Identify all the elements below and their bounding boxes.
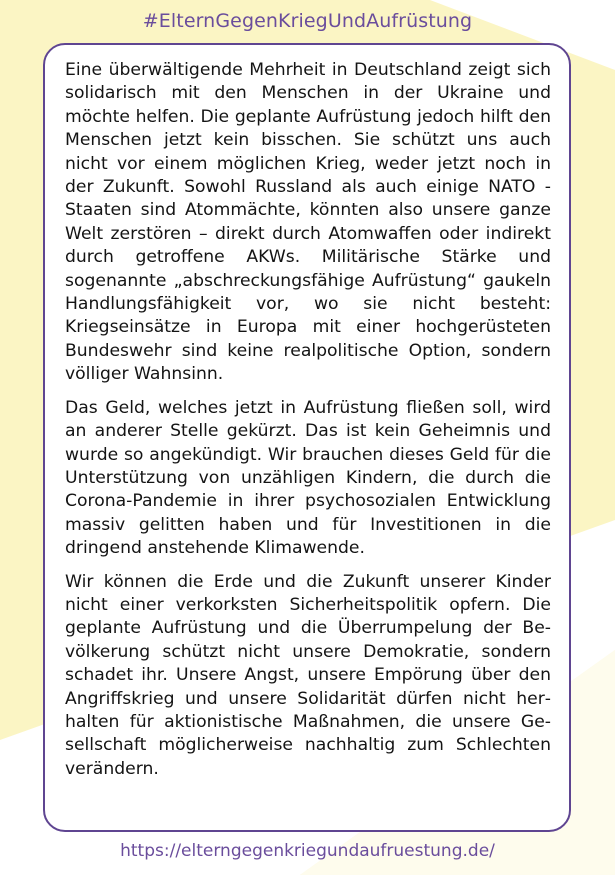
paragraph-1: Eine überwältigende Mehrheit in Deutschland zeigt sich solidarisch mit den Menschen in der Ukraine und möchte helfen. Die geplante Aufrüstung jedoch hilft den Menschen jetzt kein bisschen. Sie schützt uns auch nicht vor einem möglichen Krieg, weder jetzt noch in der Zukunft. Sowohl Russland als auch einige NATO - Staaten sind Atommächte, könnten also unsere ganze Welt zerstören – direkt durch Atomwaffen oder indirekt durch getroffene AKWs. Militärische Stärke und sogenannte „abschreckungsfähige Aufrüstung“ gaukeln Handlungsfähigkeit vor, wo sie nicht besteht: Kriegseinsätze in Europa mit einer hochgerüsteten Bundeswehr sind keine realpolitische Option, sondern völliger Wahnsinn. [65, 60, 551, 385]
paragraph-2: Das Geld, welches jetzt in Aufrüstung fließen soll, wird an anderer Stelle gekürzt. Das ist kein Geheimnis und wurde so angekündigt. Wir brauchen dieses Geld für die Unterstützung von unzähligen Kindern, die durch die Corona-Pandemie in ihrer psychosozialen Entwicklung massiv gelitten haben und für Investitionen in die dringend anstehende Klimawende. [65, 397, 551, 559]
paragraph-3: Wir können die Erde und die Zukunft unserer Kinder nicht einer verkorksten Sicherheitspolitik opfern. Die geplante Aufrüstung und die Überrumpelung der Bevölkerung schützt nicht unsere Demokratie, sondern schadet ihr. Unsere Angst, unsere Empörung über den Angriffskrieg und unsere Solidarität dürfen nicht herhalten für aktionistische Maßnahmen, die unsere Gesellschaft möglicherweise nachhaltig zum Schlechten verändern. [65, 571, 551, 779]
text-card [43, 43, 571, 832]
website-link[interactable]: https://elterngegenkriegundaufruestung.de/ [120, 841, 495, 861]
hashtag-heading: #ElternGegenKriegUndAufrüstung [142, 10, 473, 32]
